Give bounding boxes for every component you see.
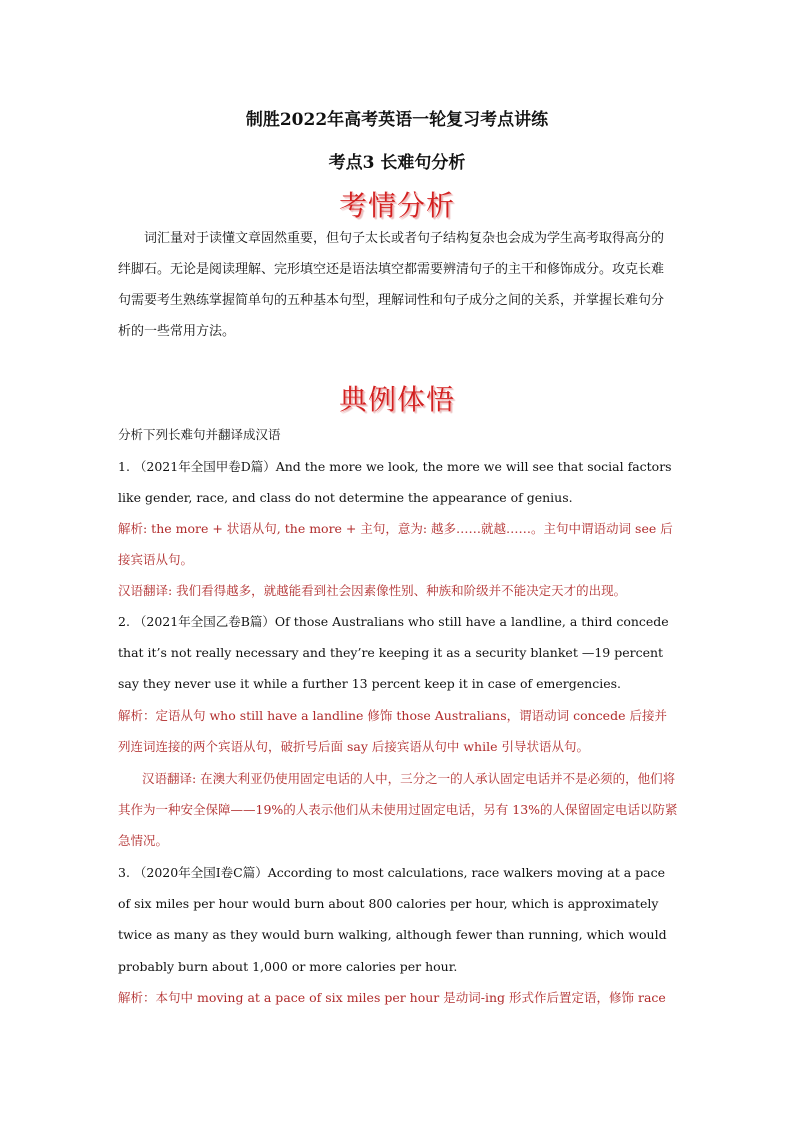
example-1-translation: 汉语翻译: 我们看得越多，就越能看到社会因素像性别、种族和阶级并不能决定天才的出现。	[118, 583, 627, 598]
example-3-question: 3. （2020年全国I卷C篇）According to most calculations, race walkers moving at a pace of six miles per hour would burn about 800 calories per hour, which is approximately twice as many as they would burn walking, although fewer than running, which would probably burn about 1,000 or more calories per hour.	[118, 865, 667, 974]
instruction-text: 分析下列长难句并翻译成汉语	[118, 427, 281, 442]
document-title: 制胜2022年高考英语一轮复习考点讲练	[245, 110, 549, 130]
example-1-question: 1. （2021年全国甲卷D篇）And the more we look, the more we will see that social factors like gender, race, and class do not determine the appearance of genius.	[118, 459, 672, 506]
intro-paragraph: 词汇量对于读懂文章固然重要，但句子太长或者句子结构复杂也会成为学生高考取得高分的绊脚石。无论是阅读理解、完形填空还是语法填空都需要辨清句子的主干和修饰成分。攻克长难句需要考生熟练掌握简单句的五种基本句型，理解词性和句子成分之间的关系，并掌握长难句分析的一些常用方法。	[118, 231, 665, 339]
example-3-analysis: 解析：本句中 moving at a pace of six miles per hour 是动词-ing 形式作后置定语，修饰 race	[118, 990, 666, 1005]
section-banner-examples: 典例体悟	[338, 383, 455, 416]
document-subtitle: 考点3 长难句分析	[328, 153, 466, 173]
example-2-translation: 汉语翻译: 在澳大利亚仍使用固定电话的人中，三分之一的人承认固定电话并不是必须的，他们将其作为一种安全保障——19%的人表示他们从未使用过固定电话，另有 13%的人保留固定电话以防紧急情况。	[118, 771, 678, 849]
section-banner-exam-analysis: 考情分析	[338, 189, 455, 222]
example-2-question: 2. （2021年全国乙卷B篇）Of those Australians who still have a landline, a third concede that it’s not really necessary and they’re keeping it as a security blanket —19 percent say they never use it while a further 13 percent keep it in case of emergencies.	[118, 614, 669, 692]
example-2-analysis: 解析：定语从句 who still have a landline 修饰 those Australians，谓语动词 concede 后接并列连词连接的两个宾语从句，破折号后面 say 后接宾语从句中 while 引导状语从句。	[118, 708, 667, 755]
example-1-analysis: 解析: the more + 状语从句, the more + 主句，意为: 越多……就越……。主句中谓语动词 see 后接宾语从句。	[118, 521, 673, 568]
